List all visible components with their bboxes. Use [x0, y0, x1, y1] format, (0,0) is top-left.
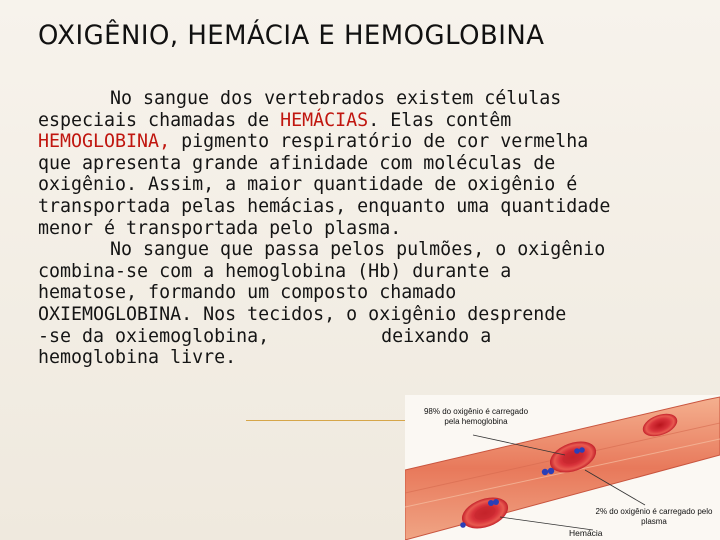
paragraph-2-line-3: hematose, formando um composto chamado — [38, 282, 457, 304]
paragraph-1-line-2 — [38, 110, 698, 132]
callout-line — [246, 420, 416, 421]
paragraph-2-line-2: combina-se com a hemoglobina (Hb) durante a — [38, 260, 512, 282]
paragraph-2-line-6: hemoglobina livre. — [38, 347, 237, 369]
label-plasma-oxygen: 2% do oxigênio é carregado pelo plasma — [595, 507, 713, 526]
paragraph-2-line-5 — [38, 326, 698, 348]
text-span: deixando a — [381, 325, 492, 347]
paragraph-2-line-1: No sangue que passa pelos pulmões, o oxigênio — [110, 239, 606, 261]
paragraph-1-line-4: que apresenta grande afinidade com moléculas de — [38, 152, 556, 174]
text-span: especiais chamadas de — [38, 109, 281, 131]
paragraph-1-line-1: No sangue dos vertebrados existem células — [110, 88, 562, 109]
text-span: . Elas contêm — [368, 109, 512, 131]
body-text — [38, 88, 698, 369]
text-span: pigmento respiratório de cor vermelha — [170, 131, 589, 153]
label-hemoglobin-oxygen: 98% do oxigênio é carregado pela hemoglobina — [423, 407, 529, 426]
paragraph-1-line-6: transportada pelas hemácias, enquanto uma quantidade — [38, 195, 611, 217]
paragraph-1-line-3 — [38, 131, 698, 153]
text-span: -se da oxiemoglobina, — [38, 325, 270, 347]
paragraph-2-line-4: OXIEMOGLOBINA. Nos tecidos, o oxigênio desprende — [38, 303, 567, 325]
paragraph-1-line-7: menor é transportada pelo plasma. — [38, 217, 402, 239]
label-hemacia: Hemácia — [569, 528, 603, 538]
paragraph-1-line-5: oxigênio. Assim, a maior quantidade de oxigênio é — [38, 174, 578, 196]
highlight-hemoglobina: HEMOGLOBINA, — [38, 131, 171, 153]
slide-title: OXIGÊNIO, HEMÁCIA E HEMOGLOBINA — [38, 20, 545, 51]
blood-vessel-illustration — [405, 395, 720, 540]
highlight-hemacias: HEMÁCIAS — [280, 109, 369, 131]
